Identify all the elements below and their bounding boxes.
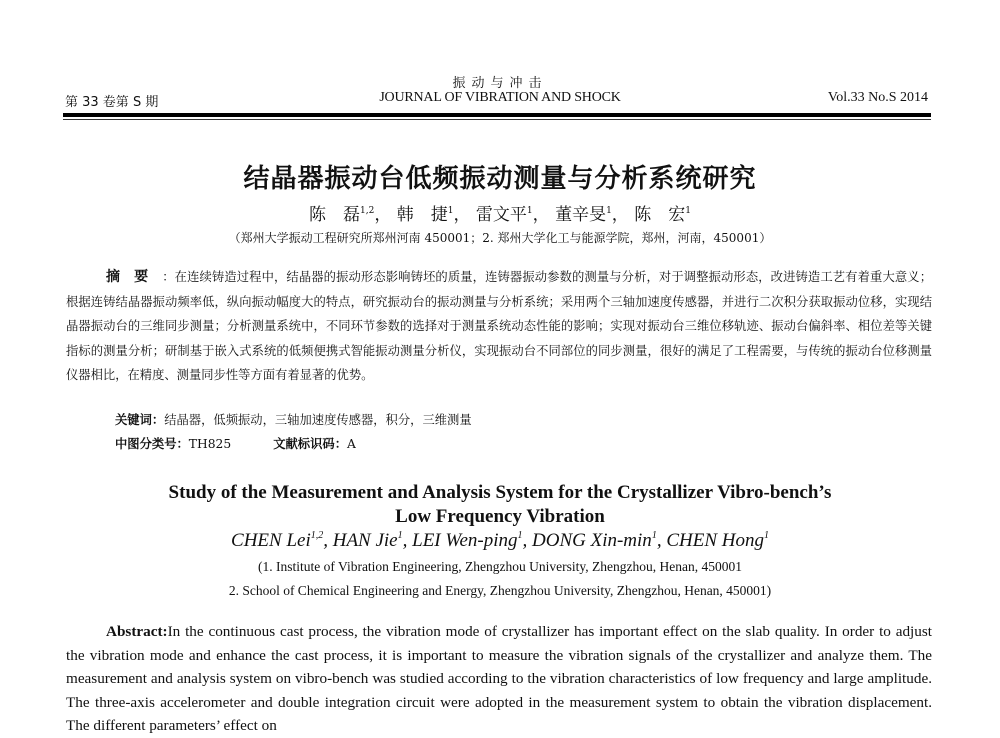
abstract-label-chinese: 摘要 bbox=[106, 269, 163, 285]
author-separator: ， bbox=[453, 205, 471, 225]
author-name: 陈 磊 bbox=[309, 205, 361, 225]
author-separator: ， bbox=[611, 205, 629, 225]
author-name: LEI Wen-ping bbox=[412, 530, 518, 551]
abstract-english bbox=[66, 620, 932, 738]
title-line-2: Low Frequency Vibration bbox=[395, 506, 605, 527]
author-affiliation-mark: 1 bbox=[651, 530, 657, 541]
author-separator: , bbox=[522, 530, 532, 551]
author-name: DONG Xin-min bbox=[532, 530, 652, 551]
author-affiliation-mark: 1 bbox=[447, 206, 454, 216]
author-separator: ， bbox=[374, 205, 392, 225]
affiliation-english-2: 2. School of Chemical Engineering and Energy, Zhengzhou University, Zhengzhou, Henan, 450001) bbox=[228, 583, 772, 598]
keywords-label: 关键词： bbox=[115, 413, 165, 427]
abstract-colon: ： bbox=[162, 270, 175, 284]
header-rule-thin bbox=[63, 119, 931, 120]
document-code-value: A bbox=[347, 437, 356, 451]
author-affiliation-mark: 1,2 bbox=[310, 530, 324, 541]
journal-name-chinese: 振动与冲击 bbox=[452, 76, 548, 91]
issue-label-english: Vol.33 No.S 2014 bbox=[827, 90, 928, 105]
author-separator: , bbox=[656, 530, 667, 551]
author-affiliation-mark: 1,2 bbox=[360, 206, 375, 216]
author-affiliation-mark: 1 bbox=[606, 206, 612, 216]
author-separator: , bbox=[402, 530, 413, 551]
author-separator: , bbox=[323, 530, 333, 551]
journal-name-english: JOURNAL OF VIBRATION AND SHOCK bbox=[379, 90, 621, 105]
author-affiliation-mark: 1 bbox=[763, 530, 769, 541]
author-name: 董辛旻 bbox=[555, 205, 607, 225]
paper-title-english bbox=[0, 481, 1000, 529]
affiliation-english-1: (1. Institute of Vibration Engineering, Zhengzhou University, Zhengzhou, Henan, 450001 bbox=[258, 559, 742, 574]
author-name: CHEN Lei bbox=[231, 530, 311, 551]
author-affiliation-mark: 1 bbox=[397, 530, 403, 541]
author-name: CHEN Hong bbox=[666, 530, 764, 551]
keywords-chinese bbox=[115, 410, 472, 428]
author-name: HAN Jie bbox=[332, 530, 398, 551]
classification-line bbox=[115, 434, 356, 452]
abstract-chinese bbox=[66, 265, 932, 388]
author-affiliation-mark: 1 bbox=[526, 206, 533, 216]
author-affiliation-mark: 1 bbox=[685, 206, 691, 216]
classification-label: 中图分类号： bbox=[115, 437, 189, 451]
author-name: 韩 捷 bbox=[396, 205, 448, 225]
header-rule-thick bbox=[63, 113, 931, 117]
author-list-chinese bbox=[0, 200, 1000, 225]
author-affiliation-mark: 1 bbox=[517, 530, 523, 541]
issue-label-chinese: 第 33 卷第 S 期 bbox=[65, 95, 159, 110]
author-name: 雷文平 bbox=[475, 205, 527, 225]
affiliation-chinese: （郑州大学振动工程研究所郑州河南 450001；2. 郑州大学化工与能源学院，郑州，河南，450001） bbox=[228, 231, 772, 245]
abstract-body-chinese: 在连续铸造过程中，结晶器的振动形态影响铸坯的质量，连铸器振动参数的测量与分析，对于调整振动形态，改进铸造工艺有着重大意义；根据连铸结晶器振动频率低，纵向振动幅度大的特点，研究振动台的振动测量与分析系统；采用两个三轴加速度传感器，并进行二次积分获取振动位移，实现结晶器振动台的三维同步测量；分析测量系统中，不同环节参数的选择对于测量系统动态性能的影响；实现对振动台三维位移轨迹、振动台偏斜率、相位差等关键指标的测量分析；研制基于嵌入式系统的低频便携式智能振动测量分析仪，实现振动台不同部位的同步测量，很好的满足了工程需要，与传统的振动台位移测量仪器相比，在精度、测量同步性等方面有着显著的优势。 bbox=[66, 270, 932, 382]
title-line-1: Study of the Measurement and Analysis System for the Crystallizer Vibro-bench’s bbox=[168, 482, 832, 503]
abstract-label-english: Abstract: bbox=[106, 623, 168, 640]
document-code-label: 文献标识码： bbox=[273, 437, 347, 451]
paper-title-chinese: 结晶器振动台低频振动测量与分析系统研究 bbox=[243, 164, 757, 194]
author-separator: ， bbox=[532, 205, 550, 225]
keywords-value: 结晶器，低频振动，三轴加速度传感器，积分，三维测量 bbox=[164, 413, 472, 427]
author-list-english bbox=[0, 530, 1000, 552]
abstract-body-english: In the continuous cast process, the vibration mode of crystallizer has important effect on the slab quality. In order to adjust the vibration mode and enhance the cast process, it is important to measure the vibration signals of the crystallizer and analyze them. The measurement and analysis system on vibro-bench was studied according to the vibration characteristics of low frequency and large amplitude. The three-axis accelerometer and double integration circuit were adopted in the measurement system to obtain the vibration displacement. The different parameters’ effect on bbox=[66, 623, 932, 734]
author-name: 陈 宏 bbox=[634, 205, 686, 225]
classification-value: TH825 bbox=[188, 437, 232, 451]
